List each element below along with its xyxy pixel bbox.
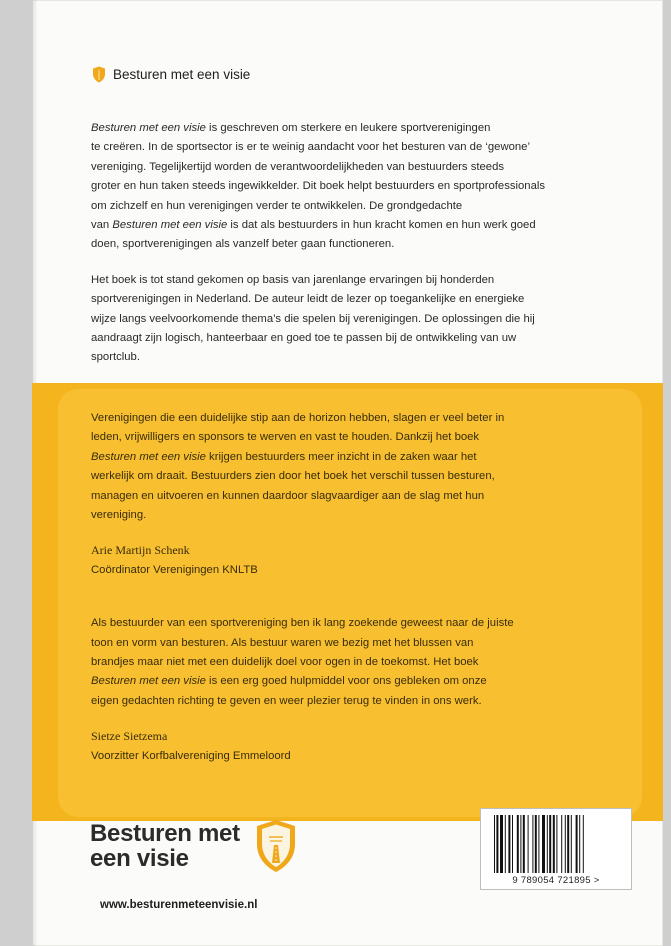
text-fragment: vereniging. Tegelijkertijd worden de verantwoordelijkheden van bestuurders steeds [91,160,505,173]
text-line [91,428,621,447]
quote-2-role: Voorzitter Korfbalvereniging Emmeloord [91,749,291,762]
text-fragment: groter en hun taken steeds ingewikkelder. Dit boek helpt bestuurders en sportprofessionals [91,180,546,193]
text-fragment: eigen gedachten richting te geven en weer plezier terug te vinden in ons werk. [91,694,482,707]
text-fragment: te creëren. In de sportsector is er te weinig aandacht voor het besturen van de ‘gewone’ [91,141,530,154]
barcode-bar [556,815,557,873]
logo-line-1: Besturen met [90,820,240,847]
barcode-bar [523,815,525,873]
intro-paragraph-2 [91,271,616,368]
barcode-bar [512,815,513,873]
text-line [91,692,621,711]
barcode-bar [542,815,545,873]
text-line [91,409,621,428]
quote-2-signature [91,727,621,766]
quote-2-author: Sietze Sietzema [91,729,168,744]
text-fragment: toon en vorm van besturen. Als bestuur waren we bezig met het blussen van [91,636,474,649]
header [92,66,250,83]
barcode-bar [517,815,519,873]
text-fragment: Verenigingen die een duidelijke stip aan de horizon hebben, slagen er veel beter in [91,412,505,424]
intro-paragraph-1 [91,119,616,255]
text-line: aandraagt zijn logisch, hanteerbaar en goed toe te passen bij de ontwikkeling van uw [91,332,517,345]
text-fragment: brandjes maar niet met een duidelijk doel voor ogen in de toekomst. Het boek [91,656,479,669]
barcode-bar [576,815,578,873]
quote-2-text [91,614,621,711]
book-title-italic: Besturen met een visie [112,219,228,232]
barcode-bar [496,815,498,873]
text-fragment: Als bestuurder van een sportvereniging ben ik lang zoekende geweest naar de juiste [91,617,514,630]
shield-icon [92,66,106,83]
barcode-bar [535,815,537,873]
barcode-bar [547,815,548,873]
text-line [91,467,621,486]
barcode-bar [561,815,562,873]
text-line [91,506,621,525]
barcode-bar [494,815,495,873]
text-line [91,653,621,672]
barcode-bar [579,815,580,873]
text-line [91,158,616,177]
book-title-italic: Besturen met een visie [91,675,206,688]
text-fragment: leden, vrijwilligers en sponsors te werven en vast te houden. Dankzij het boek [91,431,480,444]
text-fragment: is een erg goed hulpmiddel voor ons gebleken om onze [205,675,487,688]
barcode-bar [538,815,539,873]
text-fragment: doen, sportverenigingen als vanzelf beter gaan functioneren. [91,238,395,251]
quote-1-signature [91,541,621,580]
barcode-bars [494,815,618,873]
logo-wordmark [90,821,240,871]
text-line [91,197,616,216]
text-line [91,119,616,138]
text-line [91,138,616,157]
barcode-bar [528,815,529,873]
barcode-bar [583,815,584,873]
text-fragment: managen en uitvoeren en kunnen daardoor slagvaardiger aan de slag met hun [91,489,485,502]
text-line: Het boek is tot stand gekomen op basis van jarenlange ervaringen bij honderden [91,273,495,286]
intro-text [91,119,616,384]
website-url: www.besturenmeteenvisie.nl [100,899,258,911]
text-line [91,235,616,254]
barcode-bar [549,815,551,873]
quote-1-author: Arie Martijn Schenk [91,543,190,558]
quote-1-text [91,409,621,525]
text-fragment: is geschreven om sterkere en leukere sportverenigingen [205,122,491,134]
quotes [91,409,621,800]
barcode-bar [571,815,572,873]
barcode-bar [567,815,569,873]
text-fragment: van [91,219,113,232]
text-fragment: werkelijk om draait. Bestuurders zien door het boek het verschil tussen besturen, [91,470,495,483]
barcode-bar [565,815,566,873]
barcode-bar [553,815,555,873]
barcode-bar [508,815,510,873]
text-line: sportclub. [91,351,140,364]
book-title-italic: Besturen met een visie [91,122,206,134]
logo [90,818,298,874]
logo-line-2: een visie [90,845,189,872]
text-fragment: is dat als bestuurders in hun kracht komen en hun werk goed [227,219,536,232]
header-title: Besturen met een visie [113,67,251,82]
text-line [91,672,621,691]
isbn-barcode [480,808,632,890]
text-fragment: vereniging. [91,509,147,522]
isbn-number: 9 789054 721895 > [512,875,600,886]
text-fragment: krijgen bestuurders meer inzicht in de zaken waar het [205,450,477,463]
text-line [91,614,621,633]
text-line: wijze langs veelvoorkomende thema’s die spelen bij verenigingen. De oplossingen die hij [91,312,535,325]
shield-road-icon [254,818,298,874]
quote-1-role: Coördinator Verenigingen KNLTB [91,563,258,576]
text-line [91,177,616,196]
text-line [91,634,621,653]
barcode-bar [500,815,503,873]
text-line: sportverenigingen in Nederland. De auteur leidt de lezer op toegankelijke en energieke [91,293,525,306]
barcode-bar [520,815,521,873]
barcode-bar [532,815,533,873]
text-line [91,448,621,467]
text-line [91,216,616,235]
book-title-italic: Besturen met een visie [91,450,206,463]
text-fragment: om zichzelf en hun verenigingen verder te ontwikkelen. De grondgedachte [91,199,463,212]
text-line [91,487,621,506]
barcode-bar [505,815,506,873]
